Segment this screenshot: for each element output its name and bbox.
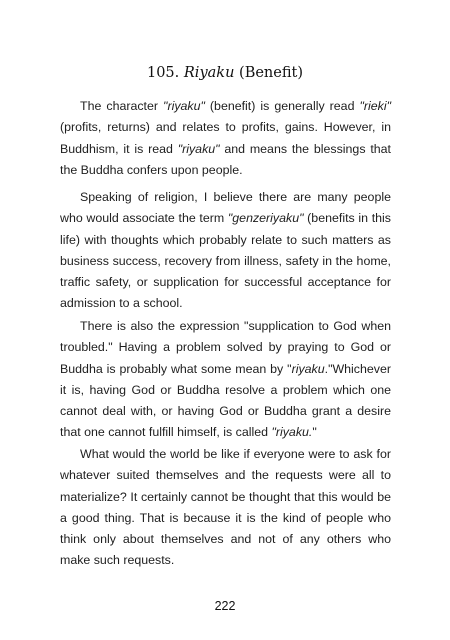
text-run: Speaking of religion, I believe there are many people who would associate the term <box>60 190 391 226</box>
chapter-term: Riyaku <box>183 65 235 81</box>
text-run: There is also the expression "supplication to God when troubled." Having a problem solved by praying to God or Buddha is probably what some mean by " <box>60 319 391 376</box>
paragraph-3 <box>60 316 391 444</box>
text-run: (benefit) is generally read <box>204 99 360 113</box>
italic-term: "genzeriyaku" <box>227 211 304 226</box>
page-number: 222 <box>214 599 236 613</box>
chapter-gloss: (Benefit) <box>239 65 303 81</box>
italic-term: "rieki" <box>359 99 391 113</box>
italic-term: "riyaku" <box>177 141 220 156</box>
text-run: " <box>312 425 317 440</box>
italic-term: "riyaku" <box>163 99 205 113</box>
chapter-number: 105. <box>146 65 180 81</box>
paragraph-1 <box>60 96 391 181</box>
italic-term: riyaku <box>291 361 325 376</box>
paragraph-2 <box>60 187 391 315</box>
text-run: (benefits in this life) with thoughts which probably relate to such matters as business success, recovery from illness, safety in the home, traffic safety, or supplication for successful acceptance for admission to a school. <box>60 211 392 311</box>
text-run: The character <box>80 99 164 113</box>
chapter-title <box>0 65 450 81</box>
paragraph-4 <box>60 444 391 572</box>
text-run: ."Whichever it is, having God or Buddha resolve a problem which one cannot deal with, or having God or Buddha grant a desire that one cannot fulfill himself, is called <box>60 361 391 440</box>
text-run: and means the blessings that the Buddha confers upon people. <box>60 141 391 177</box>
italic-term: "riyaku. <box>271 425 313 440</box>
text-run: What would the world be like if everyone were to ask for whatever suited themselves and the requests were all to materialize? It certainly cannot be thought that this would be a good thing. That is because it is the kind of people who think only about themselves and not of any others who make such requests. <box>60 447 391 568</box>
text-run: (profits, returns) and relates to profits, gains. However, in Buddhism, it is read <box>60 120 391 156</box>
